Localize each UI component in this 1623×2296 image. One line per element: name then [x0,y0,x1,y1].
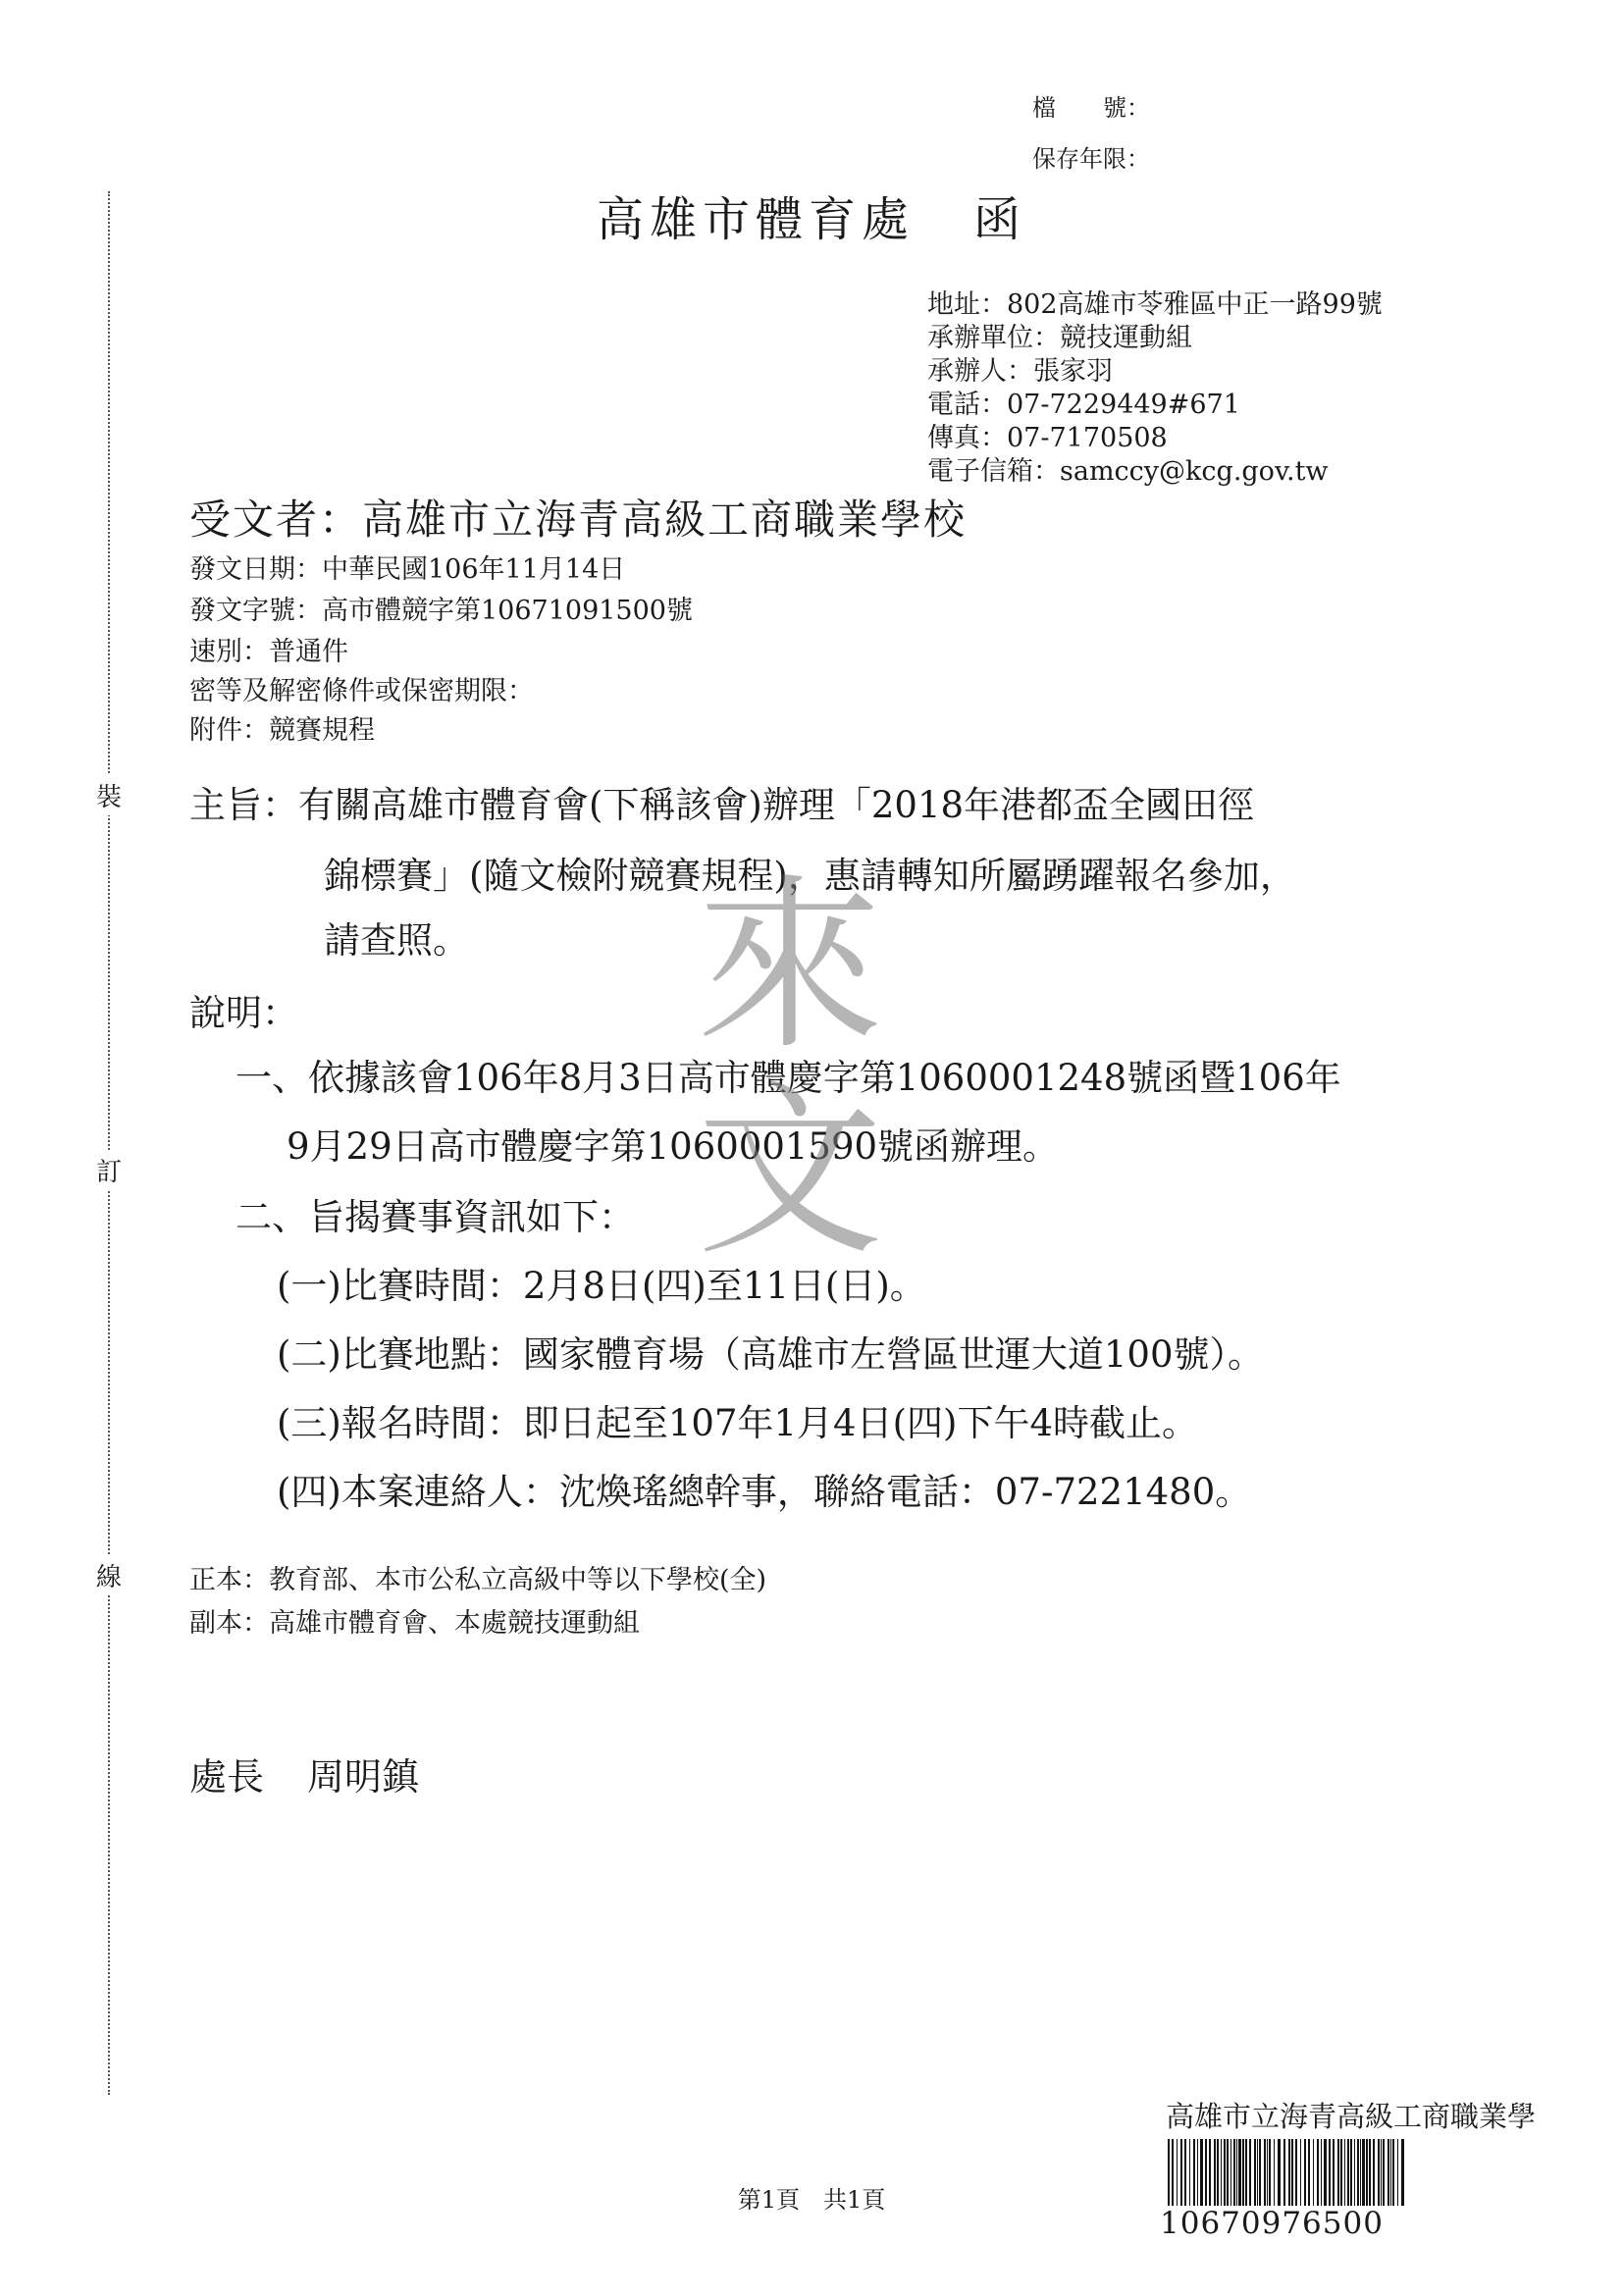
document-number: 發文字號：高市體競字第10671091500號 [189,596,693,626]
signatory-title: 處長 [189,1755,265,1799]
barcode-bar [1300,2139,1301,2206]
barcode-bar [1295,2139,1297,2206]
barcode-bar [1366,2139,1368,2206]
event-contact: (四)本案連絡人：沈煥瑤總幹事，聯絡電話：07-7221480。 [277,1471,1252,1513]
barcode-bar [1257,2139,1258,2206]
explanation-item-1-line-2: 9月29日高市體慶字第1060001590號函辦理。 [287,1125,1060,1168]
delivery-speed: 速別：普通件 [189,637,348,667]
binding-dotted-line [108,191,110,2095]
barcode-bar [1172,2139,1174,2206]
contact-unit: 承辦單位：競技運動組 [927,323,1192,353]
barcode-bar [1205,2139,1207,2206]
explanation-item-1-line-1: 一、依據該會106年8月3日高市體慶字第1060001248號函暨106年 [236,1057,1341,1099]
barcode-bar [1337,2139,1339,2206]
barcode-bar [1378,2139,1380,2206]
signature-block [189,1747,419,1800]
barcode-bar [1390,2139,1391,2206]
barcode-bar [1180,2139,1182,2206]
barcode-bar [1291,2139,1293,2206]
barcode-bar [1350,2139,1352,2206]
binding-mark-xian: 線 [96,1555,122,1595]
registration-period: (三)報名時間：即日起至107年1月4日(四)下午4時截止。 [277,1402,1198,1444]
file-number-label: 檔 號： [1032,94,1150,122]
barcode-bar [1354,2139,1355,2206]
contact-fax: 傳真：07-7170508 [927,423,1168,453]
secrecy-level: 密等及解密條件或保密期限： [189,676,534,706]
barcode-bar [1245,2139,1247,2206]
contact-address: 地址：802高雄市苓雅區中正一路99號 [927,289,1383,320]
binding-mark-zhuang: 裝 [96,775,122,815]
barcode-bar [1317,2139,1319,2206]
barcode-bar [1242,2139,1244,2206]
event-time: (一)比賽時間：2月8日(四)至11日(日)。 [277,1265,926,1307]
barcode-bar [1283,2139,1285,2206]
barcode-bar [1267,2139,1268,2206]
barcode-bar [1360,2139,1361,2206]
barcode-bar [1264,2139,1266,2206]
barcode-bar [1308,2139,1310,2206]
barcode-bar [1254,2139,1256,2206]
stamp-char-top: 來 [696,858,883,1074]
subject-line-2: 錦標賽」(隨文檢附競賽規程)，惠請轉知所屬踴躍報名參加， [324,855,1296,897]
recipient: 受文者：高雄市立海青高級工商職業學校 [189,496,968,544]
signatory-name: 周明鎮 [307,1755,420,1799]
barcode-image [1166,2139,1411,2206]
contact-email: 電子信箱：samccy@kcg.gov.tw [927,456,1329,487]
barcode-label: 高雄市立海青高級工商職業學 [1166,2100,1537,2133]
carbon-copy: 副本：高雄市體育會、本處競技運動組 [189,1608,640,1639]
barcode-bar [1200,2139,1203,2206]
barcode-bar [1217,2139,1219,2206]
binding-mark-ding: 訂 [96,1150,122,1190]
barcode-bar [1224,2139,1226,2206]
barcode-bar [1344,2139,1345,2206]
barcode-bar [1233,2139,1235,2206]
barcode-bar [1401,2139,1404,2206]
barcode-bar [1288,2139,1290,2206]
barcode-bar [1184,2139,1186,2206]
barcode-bar [1278,2139,1281,2206]
barcode-bar [1189,2139,1190,2206]
barcode-bar [1221,2139,1222,2206]
barcode-bar [1397,2139,1398,2206]
subject-line-1: 主旨：有關高雄市體育會(下稱該會)辦理「2018年港都盃全國田徑 [189,784,1255,826]
explanation-item-2: 二、旨揭賽事資訊如下： [236,1196,635,1238]
subject-line-3: 請查照。 [324,919,469,962]
barcode-bar [1373,2139,1375,2206]
barcode-bar [1197,2139,1198,2206]
contact-handler: 承辦人：張家羽 [927,356,1113,387]
barcode-bar [1236,2139,1237,2206]
barcode-bar [1357,2139,1359,2206]
explanation-heading: 說明： [189,992,298,1034]
barcode-bar [1269,2139,1271,2206]
barcode-bar [1177,2139,1178,2206]
barcode-bar [1324,2139,1327,2206]
barcode-bar [1304,2139,1306,2206]
barcode-bar [1313,2139,1314,2206]
issuing-org: 高雄市體育處 [596,192,915,247]
barcode-bar [1392,2139,1394,2206]
barcode-number: 10670976500 [1160,2206,1384,2241]
barcode-bar [1168,2139,1170,2206]
received-stamp [687,858,893,1280]
barcode-bar [1321,2139,1322,2206]
contact-phone: 電話：07-7229449#671 [927,390,1240,420]
barcode-bar [1387,2139,1389,2206]
barcode-bar [1369,2139,1371,2206]
barcode-bar [1259,2139,1261,2206]
barcode-bar [1381,2139,1382,2206]
barcode-bar [1227,2139,1229,2206]
barcode-bar [1193,2139,1195,2206]
barcode-bar [1347,2139,1349,2206]
barcode-bar [1230,2139,1231,2206]
event-venue: (二)比賽地點：國家體育場（高雄市左營區世運大道100號）。 [277,1333,1264,1376]
barcode-bar [1383,2139,1385,2206]
main-recipients: 正本：教育部、本市公私立高級中等以下學校(全) [189,1565,767,1595]
barcode-bar [1274,2139,1275,2206]
barcode-bar [1238,2139,1241,2206]
barcode-bar [1329,2139,1331,2206]
barcode-bar [1209,2139,1211,2206]
barcode-bar [1214,2139,1216,2206]
barcode-bar [1333,2139,1335,2206]
retention-period-label: 保存年限： [1032,145,1150,173]
barcode-bar [1249,2139,1251,2206]
stamp-char-bottom: 文 [696,1064,883,1280]
document-title [0,182,1623,249]
barcode-bar [1340,2139,1342,2206]
attachment: 附件：競賽規程 [189,715,375,746]
issue-date: 發文日期：中華民國106年11月14日 [189,554,626,585]
page-number: 第1頁 共1頁 [737,2186,886,2214]
document-type: 函 [973,192,1027,247]
barcode-bar [1362,2139,1365,2206]
